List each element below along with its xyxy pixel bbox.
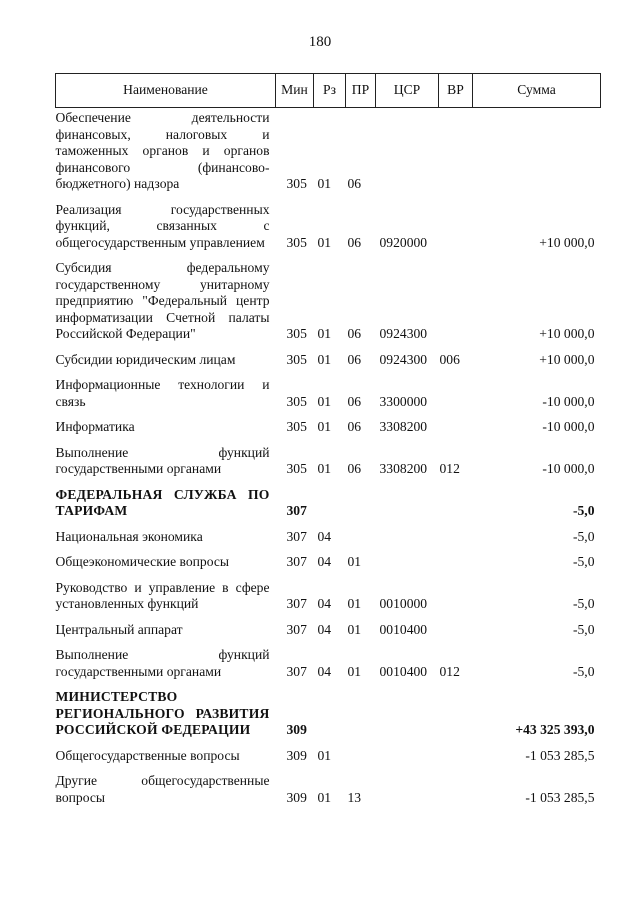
cell-csr xyxy=(376,748,439,774)
cell-name: Выполнение функций государственными органами xyxy=(55,444,270,476)
cell-min: 309 xyxy=(286,747,307,763)
header-vr: ВР xyxy=(439,74,473,108)
cell-vr xyxy=(439,377,473,419)
table-row xyxy=(56,647,601,689)
cell-csr: 0010400 xyxy=(379,663,428,679)
table-row xyxy=(56,748,601,774)
cell-sum: -1 053 285,5 xyxy=(525,747,595,763)
cell-sum: +43 325 393,0 xyxy=(515,722,595,737)
cell-pr: 01 xyxy=(347,554,362,569)
cell-vr xyxy=(439,689,473,748)
cell-pr: 06 xyxy=(347,393,362,409)
cell-min: 307 xyxy=(286,503,307,518)
cell-csr: 3308200 xyxy=(379,461,428,476)
cell-pr: 13 xyxy=(347,789,362,805)
cell-rz: 04 xyxy=(317,621,332,637)
cell-min: 309 xyxy=(286,722,307,737)
table-row xyxy=(56,260,601,352)
cell-vr xyxy=(439,487,473,529)
header-csr: ЦСР xyxy=(376,74,439,108)
cell-sum: -10 000,0 xyxy=(542,461,595,476)
cell-sum: -5,0 xyxy=(572,663,595,679)
cell-rz: 01 xyxy=(317,176,332,191)
cell-name: Национальная экономика xyxy=(55,528,203,544)
cell-sum: -10 000,0 xyxy=(542,393,595,409)
header-pr: ПР xyxy=(346,74,376,108)
cell-name: Реализация государственных функций, связанных с общегосударственным управлением xyxy=(55,201,270,250)
cell-sum: +10 000,0 xyxy=(539,351,595,367)
cell-rz: 04 xyxy=(317,596,332,611)
table-row xyxy=(56,529,601,555)
cell-csr: 3308200 xyxy=(379,419,428,434)
cell-name: Центральный аппарат xyxy=(55,621,183,637)
cell-name: Информационные технологии и связь xyxy=(55,377,270,409)
cell-pr: 06 xyxy=(347,234,362,250)
cell-csr xyxy=(376,689,439,748)
cell-vr xyxy=(439,529,473,555)
cell-rz: 04 xyxy=(317,663,332,679)
table-row xyxy=(56,352,601,378)
cell-min: 305 xyxy=(286,326,307,341)
table-row xyxy=(56,202,601,261)
cell-name: Информатика xyxy=(55,419,135,434)
cell-name: МИНИСТЕРСТВО РЕГИОНАЛЬНОГО РАЗВИТИЯ РОССИЙСКОЙ ФЕДЕРАЦИИ xyxy=(55,689,270,737)
cell-min: 307 xyxy=(286,663,307,679)
table-row xyxy=(56,554,601,580)
cell-vr xyxy=(439,622,473,648)
cell-vr xyxy=(439,419,473,445)
cell-rz: 01 xyxy=(317,747,332,763)
table-row xyxy=(56,419,601,445)
cell-sum: +10 000,0 xyxy=(539,326,595,341)
cell-csr: 0920000 xyxy=(379,234,428,250)
cell-min: 305 xyxy=(286,461,307,476)
cell-min: 307 xyxy=(286,621,307,637)
cell-vr xyxy=(439,748,473,774)
table-row xyxy=(56,377,601,419)
cell-rz: 04 xyxy=(317,528,332,544)
table-row xyxy=(56,773,601,815)
cell-csr: 0010000 xyxy=(379,596,428,611)
cell-min: 305 xyxy=(286,176,307,191)
cell-name: Руководство и управление в сфере установленных функций xyxy=(55,579,270,611)
cell-csr xyxy=(376,554,439,580)
cell-rz: 04 xyxy=(317,554,332,569)
cell-min: 305 xyxy=(286,351,307,367)
table-header-row xyxy=(56,74,601,108)
page-number: 180 xyxy=(308,34,332,50)
cell-min: 307 xyxy=(286,528,307,544)
cell-csr xyxy=(376,487,439,529)
cell-pr: 01 xyxy=(347,663,362,679)
cell-min: 305 xyxy=(286,234,307,250)
table-row xyxy=(56,622,601,648)
cell-rz: 01 xyxy=(317,419,332,434)
cell-sum: -5,0 xyxy=(572,596,595,611)
cell-sum: -5,0 xyxy=(572,528,595,544)
cell-pr xyxy=(346,689,376,748)
table-row xyxy=(56,689,601,748)
cell-rz: 01 xyxy=(317,393,332,409)
cell-min: 305 xyxy=(286,393,307,409)
cell-vr: 012 xyxy=(439,663,460,679)
cell-rz: 01 xyxy=(317,351,332,367)
cell-vr xyxy=(439,773,473,815)
cell-pr: 06 xyxy=(347,419,362,434)
cell-csr: 0924300 xyxy=(379,351,428,367)
header-sum: Сумма xyxy=(473,74,601,108)
cell-name: Другие общегосударственные вопросы xyxy=(55,773,270,805)
cell-pr xyxy=(346,529,376,555)
header-rz: Рз xyxy=(314,74,346,108)
cell-rz xyxy=(314,487,346,529)
cell-pr xyxy=(346,487,376,529)
cell-sum: -10 000,0 xyxy=(542,419,595,434)
cell-sum: -5,0 xyxy=(572,554,595,569)
cell-pr: 01 xyxy=(347,621,362,637)
cell-name: Выполнение функций государственными органами xyxy=(55,647,270,679)
cell-sum: -5,0 xyxy=(572,621,595,637)
cell-sum: +10 000,0 xyxy=(539,234,595,250)
cell-vr xyxy=(439,554,473,580)
cell-name: Субсидия федеральному государственному унитарному предприятию "Федеральный центр информатизации Счетной палаты Российской Федерации" xyxy=(55,260,270,341)
cell-rz: 01 xyxy=(317,234,332,250)
cell-csr: 0010400 xyxy=(379,621,428,637)
cell-pr: 06 xyxy=(347,176,362,191)
cell-rz: 01 xyxy=(317,461,332,476)
cell-csr xyxy=(376,529,439,555)
cell-pr: 01 xyxy=(347,596,362,611)
table-row xyxy=(56,108,601,202)
cell-pr: 06 xyxy=(347,461,362,476)
cell-name: Общегосударственные вопросы xyxy=(55,747,240,763)
cell-name: Обеспечение деятельности финансовых, налоговых и таможенных органов и органов финансового (финансово-бюджетного) надзора xyxy=(55,110,270,191)
cell-sum: -1 053 285,5 xyxy=(525,789,595,805)
cell-vr: 012 xyxy=(439,461,460,476)
cell-vr xyxy=(439,108,473,202)
cell-pr: 06 xyxy=(347,326,362,341)
cell-sum: -5,0 xyxy=(572,503,595,518)
cell-min: 307 xyxy=(286,596,307,611)
cell-name: Субсидии юридическим лицам xyxy=(55,351,236,367)
cell-csr xyxy=(376,108,439,202)
cell-min: 305 xyxy=(286,419,307,434)
cell-sum xyxy=(473,108,601,202)
budget-table xyxy=(55,73,601,815)
cell-rz xyxy=(314,689,346,748)
cell-name: Общеэкономические вопросы xyxy=(55,554,230,569)
cell-rz: 01 xyxy=(317,326,332,341)
cell-vr xyxy=(439,202,473,261)
cell-csr xyxy=(376,773,439,815)
table-row xyxy=(56,580,601,622)
cell-vr: 006 xyxy=(439,351,460,367)
cell-pr: 06 xyxy=(347,351,362,367)
cell-csr: 3300000 xyxy=(379,393,428,409)
cell-pr xyxy=(346,748,376,774)
cell-csr: 0924300 xyxy=(379,326,428,341)
header-name: Наименование xyxy=(56,74,276,108)
header-min: Мин xyxy=(276,74,314,108)
table-row xyxy=(56,487,601,529)
cell-vr xyxy=(439,260,473,352)
table-row xyxy=(56,445,601,487)
cell-min: 307 xyxy=(286,554,307,569)
cell-rz: 01 xyxy=(317,789,332,805)
cell-name: ФЕДЕРАЛЬНАЯ СЛУЖБА ПО ТАРИФАМ xyxy=(55,486,270,518)
cell-min: 309 xyxy=(286,789,307,805)
cell-vr xyxy=(439,580,473,622)
